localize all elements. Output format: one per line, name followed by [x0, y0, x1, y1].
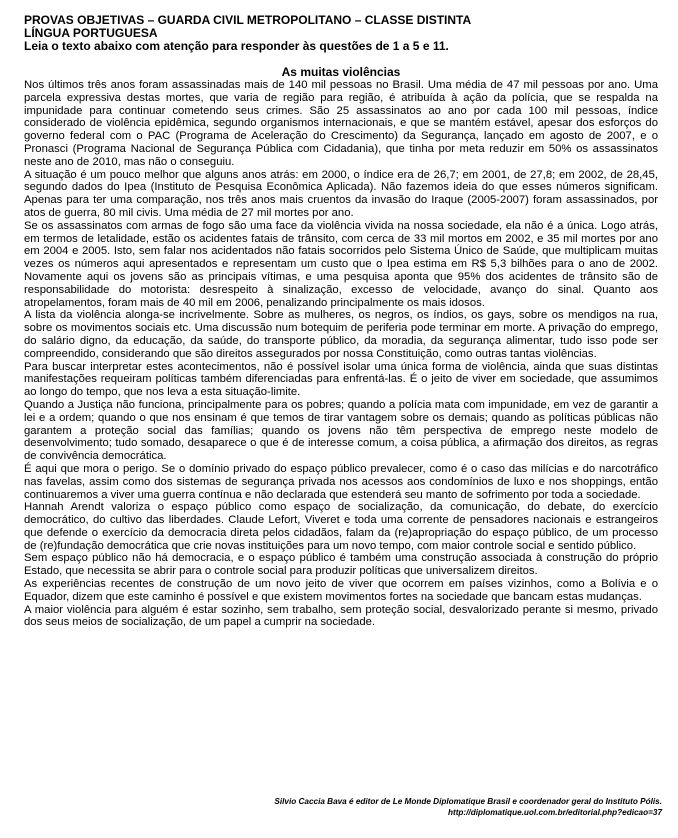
- subject-title: LÍNGUA PORTUGUESA: [24, 26, 158, 40]
- document-page: [24, 14, 658, 629]
- article-paragraph: Sem espaço público não há democracia, e o espaço público é também uma construção associada à construção do próprio Estado, que necessita se abrir para o controle social para produzir políticas que universalizem direitos.: [24, 552, 658, 578]
- article-paragraph: A lista da violência alonga-se incrivelmente. Sobre as mulheres, os negros, os índios, os gays, sobre os mendigos na rua, sobre os movimentos sociais etc. Uma discussão num botequim de periferia pode terminar em morte. A privação do emprego, do salário digno, da educação, da saúde, do transporte público, da moradia, da segurança alimentar, tudo isso pode ser compreendido, considerando que são direitos assegurados por nossa Constituição, como outras tantas violências.: [24, 309, 658, 360]
- article-paragraph: A maior violência para alguém é estar sozinho, sem trabalho, sem proteção social, desvalorizado perante si mesmo, privado dos seus meios de socialização, de um papel a cumprir na sociedade.: [24, 603, 658, 629]
- source-url: http://diplomatique.uol.com.br/editorial.php?edicao=37: [447, 808, 662, 817]
- article-paragraph: Nos últimos três anos foram assassinadas mais de 140 mil pessoas no Brasil. Uma média de 47 mil pessoas por ano. Uma parcela expressiva destas mortes, que varia de região para região, é atribuída à ação da polícia, que se respalda na impunidade para continuar cometendo seus crimes. São 25 assassinatos ao ano por cada 100 mil pessoas, índice considerado de violência epidêmica, segundo organismos internacionais, e que se mantém estável, apesar dos esforços do governo federal com o PAC (Programa de Aceleração do Crescimento) da Segurança, lançado em agosto de 2007, e o Pronasci (Programa Nacional de Segurança Pública com Cidadania), que tinha por meta reduzir em 50% os assassinatos neste ano de 2010, mas não o conseguiu.: [24, 79, 658, 168]
- article-paragraph: É aqui que mora o perigo. Se o domínio privado do espaço público prevalecer, como é o caso das milícias e do narcotráfico nas favelas, assim como dos sistemas de segurança privada nos acessos aos condomínios de luxo e nos shoppings, então continuaremos a viver uma guerra contínua e não declarada que estenderá seu manto de sofrimento por toda a sociedade.: [24, 462, 658, 501]
- article-paragraph: Hannah Arendt valoriza o espaço público como espaço de socialização, da comunicação, do debate, do exercício democrático, do cultivo das liberdades. Claude Lefort, Viveret e toda uma corrente de pensadores nacionais e estrangeiros que defende o exercício da democracia direta pelos cidadãos, falam da (re)apropriação do espaço público, de um processo de (re)fundação democrática que crie novas instituições para um novo tempo, com maior controle social e sentido público.: [24, 501, 658, 552]
- article-body: [24, 79, 658, 629]
- article-paragraph: Quando a Justiça não funciona, principalmente para os pobres; quando a polícia mata com impunidade, em vez de garantir a lei e a ordem; quando o que nos ensinam é que temos de tirar vantagem sobre os demais; quando as políticas públicas não garantem a proteção social das famílias; quando os jovens não têm perspectiva de emprego neste modelo de desenvolvimento; tudo somado, desaparece o que é de interesse comum, a coisa pública, a afirmação dos direitos, as regras de convivência democrática.: [24, 398, 658, 463]
- article-paragraph: Para buscar interpretar estes acontecimentos, não é possível isolar uma única forma de violência, ainda que suas distintas manifestações requeiram políticas também diferenciadas para enfrentá-las. É o jeito de viver em sociedade, que assumimos ao longo do tempo, que nos leva a esta situação-limite.: [24, 360, 658, 399]
- instruction-text: Leia o texto abaixo com atenção para responder às questões de 1 a 5 e 11.: [24, 39, 449, 53]
- article-paragraph: A situação é um pouco melhor que alguns anos atrás: em 2000, o índice era de 26,7; em 2001, de 27,8; em 2002, de 28,45, segundo dados do Ipea (Instituto de Pesquisa Econômica Aplicada). Não fazemos ideia do que esses números significam. Apenas para ter uma comparação, nos três anos mais cruentos da invasão do Iraque (2005-2007) foram assassinados, por atos de guerra, 80 mil civis. Uma média de 27 mil mortes por ano.: [24, 168, 658, 219]
- author-credit: Silvio Caccia Bava é editor de Le Monde Diplomatique Brasil e coordenador geral do Instituto Pólis.: [274, 797, 662, 806]
- article-paragraph: As experiências recentes de construção de um novo jeito de viver que ocorrem em países vizinhos, como a Bolívia e o Equador, dizem que este caminho é possível e que existem movimentos fortes na sociedade que bancam estas mudanças.: [24, 578, 658, 603]
- exam-header: PROVAS OBJETIVAS – GUARDA CIVIL METROPOLITANO – CLASSE DISTINTA: [24, 13, 472, 27]
- article-title: As muitas violências: [281, 65, 401, 79]
- article-source: [274, 796, 662, 818]
- article-paragraph: Se os assassinatos com armas de fogo são uma face da violência vivida na nossa sociedade, ela não é a única. Logo atrás, em termos de letalidade, estão os acidentes fatais de trânsito, com cerca de 33 mil mortos em 2002, e 35 mil mortes por ano em 2004 e 2005. Isto, sem falar nos acidentados não fatais socorridos pelo Sistema Único de Saúde, que multiplicam muitas vezes os números aqui apresentados e representam um custo que o Ipea estima em R$ 5,3 bilhões para o ano de 2002. Novamente aqui os jovens são as principais vítimas, e uma pesquisa aponta que 95% dos acidentes de trânsito são de responsabilidade do motorista: desrespeito à sinalização, excesso de velocidade, avanço do sinal. Quanto aos atropelamentos, foram mais de 40 mil em 2006, penalizando principalmente os mais idosos.: [24, 219, 658, 309]
